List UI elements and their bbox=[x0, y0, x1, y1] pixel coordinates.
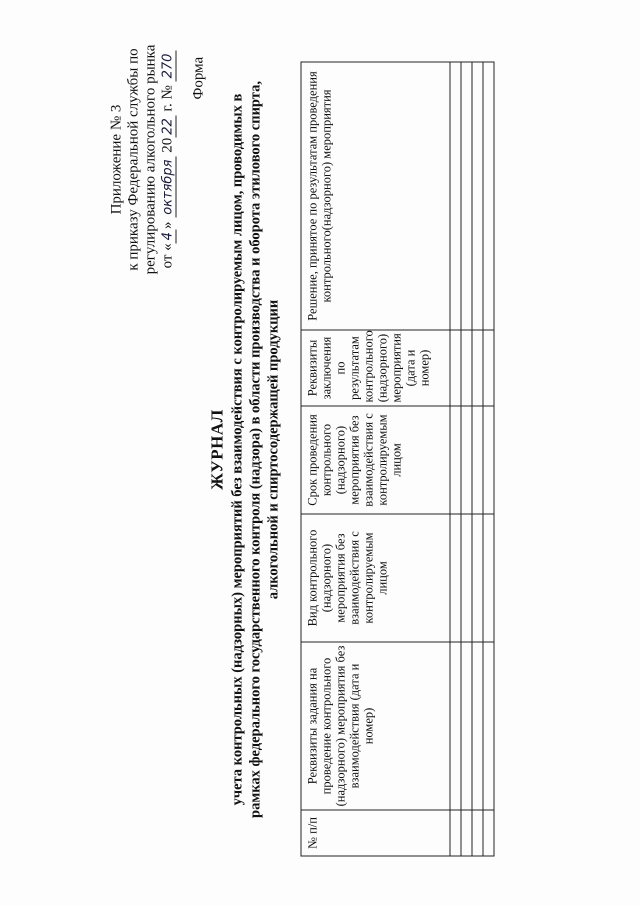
table-cell bbox=[472, 514, 483, 642]
table-cell bbox=[483, 810, 494, 856]
table-cell bbox=[461, 642, 472, 810]
table-cell bbox=[483, 514, 494, 642]
table-cell bbox=[472, 810, 483, 856]
journal-subtitle-line2: рамках федерального государственного контроля (надзора) в области производства и оборота этилового спирта, bbox=[247, 81, 264, 818]
table-row bbox=[450, 62, 461, 856]
year-prefix: 20 bbox=[159, 137, 176, 153]
table-cell bbox=[450, 514, 461, 642]
table-cell bbox=[483, 406, 494, 514]
appendix-date-line bbox=[160, 20, 177, 300]
table-cell bbox=[472, 330, 483, 406]
table-cell bbox=[472, 406, 483, 514]
table-cell bbox=[483, 62, 494, 330]
table-cell bbox=[450, 330, 461, 406]
table-cell bbox=[450, 810, 461, 856]
rotated-sheet bbox=[1, 0, 640, 905]
table-cell bbox=[472, 642, 483, 810]
journal-subtitle-line1: учета контрольных (надзорных) мероприятий без взаимодействия с контролируемым лицом, проводимых в bbox=[229, 93, 246, 806]
column-header-event-period: Срок проведения контрольного (надзорного) мероприятия без взаимодействия с контролируемым лицом bbox=[301, 406, 450, 514]
date-quote-close: » bbox=[159, 221, 176, 230]
journal-table bbox=[301, 62, 495, 857]
journal-subtitle-line3: алкогольной и спиртосодержащей продукции bbox=[265, 299, 282, 600]
table-cell bbox=[450, 62, 461, 330]
appendix-title: Приложение № 3 bbox=[108, 104, 125, 215]
journal-title: ЖУРНАЛ bbox=[207, 409, 227, 490]
table-cell bbox=[461, 810, 472, 856]
number-prefix: г. № bbox=[159, 85, 176, 112]
handwritten-day: 4 bbox=[161, 229, 177, 243]
appendix-header bbox=[109, 20, 177, 300]
table-row bbox=[461, 62, 472, 856]
appendix-order-line: к приказу Федеральной службы по bbox=[125, 48, 142, 271]
handwritten-month: октября bbox=[161, 156, 177, 217]
date-prefix: от « bbox=[159, 243, 176, 269]
table-row bbox=[472, 62, 483, 856]
handwritten-number: 270 bbox=[161, 51, 177, 82]
column-header-number: № п/п bbox=[301, 810, 450, 856]
form-label: Форма bbox=[190, 56, 207, 100]
table-cell bbox=[461, 330, 472, 406]
column-header-task-details: Реквизиты задания на проведение контрольного (надзорного) мероприятия без взаимодействия (дата и номер) bbox=[301, 642, 450, 810]
column-header-conclusion-details: Реквизиты заключения по результатам контрольного (надзорного) мероприятия (дата и номер) bbox=[301, 330, 450, 406]
handwritten-year: 22 bbox=[161, 115, 177, 138]
table-row bbox=[483, 62, 494, 856]
table-cell bbox=[450, 642, 461, 810]
table-cell bbox=[483, 642, 494, 810]
appendix-agency-line: регулированию алкогольного рынка bbox=[142, 44, 159, 275]
journal-title-block bbox=[207, 35, 283, 865]
table-cell bbox=[461, 406, 472, 514]
table-cell bbox=[450, 406, 461, 514]
table-cell bbox=[472, 62, 483, 330]
table-cell bbox=[461, 514, 472, 642]
table-cell bbox=[461, 62, 472, 330]
table-cell bbox=[483, 330, 494, 406]
table-body bbox=[450, 62, 494, 856]
column-header-event-type: Вид контрольного (надзорного) мероприятия без взаимодействия с контролируемым лицом bbox=[301, 514, 450, 642]
table-header-row bbox=[301, 62, 450, 856]
column-header-decision: Решение, принятое по результатам проведения контрольного(надзорного) мероприятия bbox=[301, 62, 450, 330]
